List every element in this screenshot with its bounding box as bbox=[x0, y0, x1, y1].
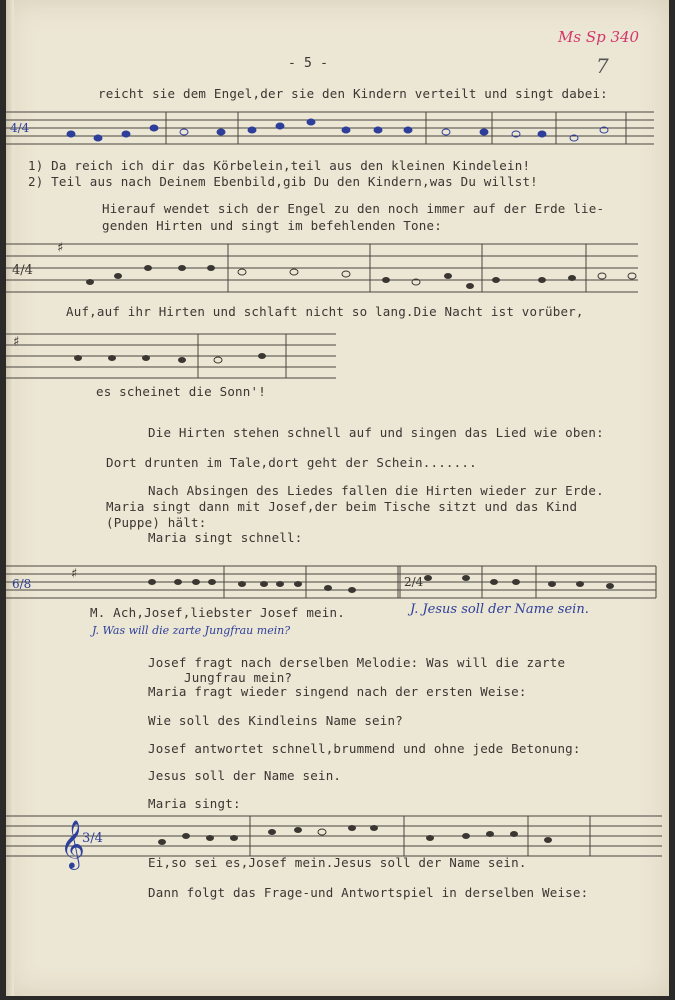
notes bbox=[158, 825, 552, 845]
notes bbox=[74, 353, 266, 363]
lyric-sonn: es scheinet die Sonn'! bbox=[96, 384, 266, 399]
time-signature: 4/4 bbox=[12, 263, 33, 278]
engel-line-1: Hierauf wendet sich der Engel zu den noch immer auf der Erde lie- bbox=[102, 201, 605, 216]
jesus-soll: Jesus soll der Name sein. bbox=[148, 768, 342, 783]
josef-fragt-1: Josef fragt nach derselben Melodie: Was will die zarte bbox=[148, 655, 566, 670]
lyric-ei-so: Ei,so sei es,Josef mein.Jesus soll der Name sein. bbox=[148, 855, 527, 870]
sheet-number: 7 bbox=[596, 54, 609, 78]
josef-antwortet: Josef antwortet schnell,brummend und ohne jede Betonung: bbox=[148, 741, 581, 756]
sharp-icon: ♯ bbox=[12, 334, 21, 350]
hirten-line: Die Hirten stehen schnell auf und singen das Lied wie oben: bbox=[148, 425, 604, 440]
document-page bbox=[6, 0, 669, 996]
time-signature: 6/8 bbox=[12, 577, 32, 591]
notes bbox=[86, 265, 636, 289]
maria-fragt: Maria fragt wieder singend nach der ersten Weise: bbox=[148, 684, 527, 699]
nach-line-1: Nach Absingen des Liedes fallen die Hirten wieder zur Erde. bbox=[148, 483, 604, 498]
notes bbox=[67, 119, 608, 141]
music-staff-2 bbox=[6, 236, 669, 296]
time-signature: 4/4 bbox=[10, 121, 30, 135]
staff-lines bbox=[6, 112, 654, 144]
handwritten-jesus-line: J. Jesus soll der Name sein. bbox=[410, 602, 589, 617]
treble-clef-icon: 𝄞 bbox=[60, 819, 85, 868]
archive-mark: Ms Sp 340 bbox=[558, 28, 640, 46]
nach-line-3: (Puppe) hält: bbox=[106, 515, 207, 530]
nach-line-2: Maria singt dann mit Josef,der beim Tische sitzt und das Kind bbox=[106, 499, 578, 514]
maria-schnell: Maria singt schnell: bbox=[148, 530, 303, 545]
page-number: - 5 - bbox=[288, 56, 329, 71]
maria-singt: Maria singt: bbox=[148, 796, 241, 811]
lyric-auf-auf: Auf,auf ihr Hirten und schlaft nicht so lang.Die Nacht ist vorüber, bbox=[66, 304, 584, 319]
josef-fragt-2: Jungfrau mein? bbox=[184, 670, 293, 685]
verse-1: 1) Da reich ich dir das Körbelein,teil aus den kleinen Kindelein! bbox=[28, 158, 531, 173]
sharp-icon: ♯ bbox=[70, 566, 79, 582]
engel-line-2: genden Hirten und singt im befehlenden Tone: bbox=[102, 218, 442, 233]
dann-line: Dann folgt das Frage-und Antwortspiel in derselben Weise: bbox=[148, 885, 589, 900]
wie-soll: Wie soll des Kindleins Name sein? bbox=[148, 713, 403, 728]
intro-line: reicht sie dem Engel,der sie den Kindern verteilt und singt dabei: bbox=[98, 86, 608, 101]
time-signature: 3/4 bbox=[82, 831, 103, 846]
dort-line: Dort drunten im Tale,dort geht der Schein....... bbox=[106, 455, 477, 470]
handwritten-was-will: J. Was will die zarte Jungfrau mein? bbox=[92, 624, 291, 637]
time-signature-2: 2/4 bbox=[404, 575, 424, 589]
music-staff-3 bbox=[6, 326, 669, 382]
sharp-icon: ♯ bbox=[56, 240, 65, 256]
verse-2: 2) Teil aus nach Deinem Ebenbild,gib Du den Kindern,was Du willst! bbox=[28, 174, 538, 189]
lyric-ach-josef: M. Ach,Josef,liebster Josef mein. bbox=[90, 605, 345, 620]
music-staff-1 bbox=[6, 104, 669, 158]
